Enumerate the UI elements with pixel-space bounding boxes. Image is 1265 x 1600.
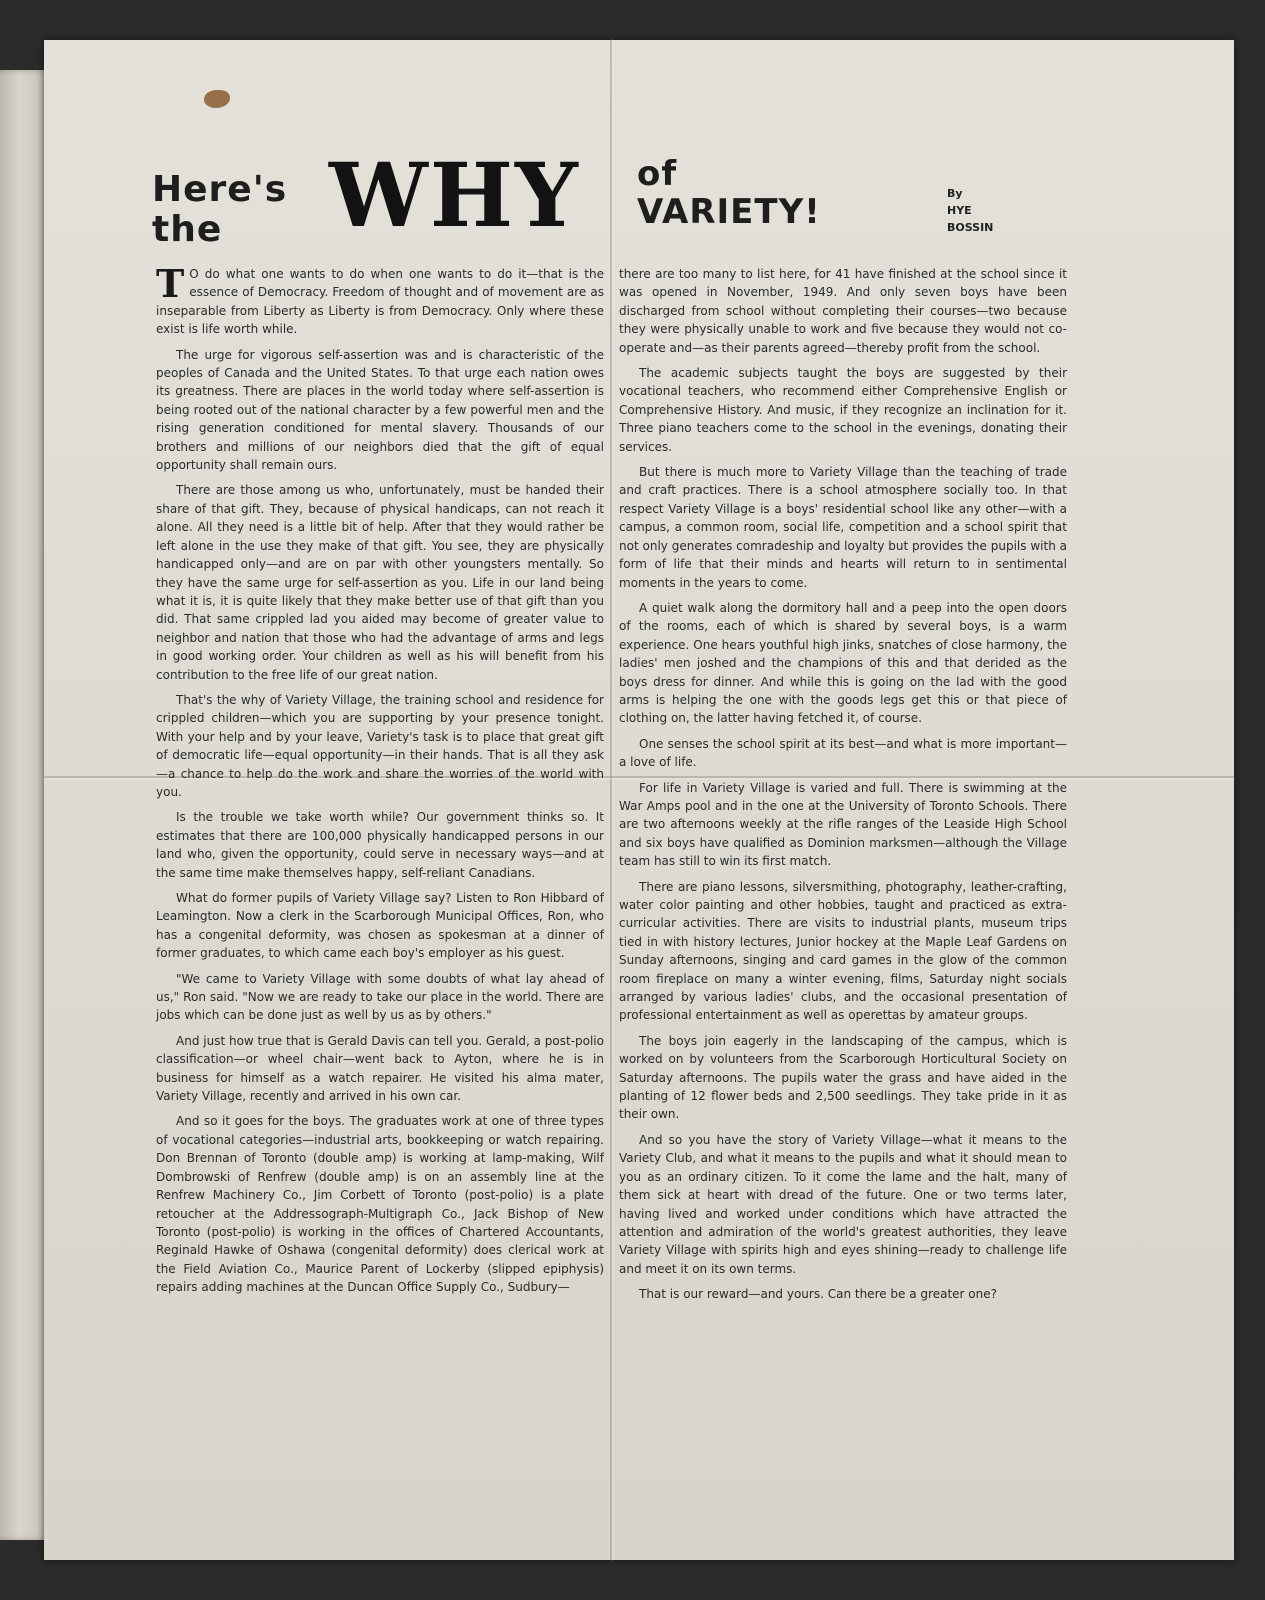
drop-cap: T [156, 261, 185, 306]
headline-of: of [637, 154, 678, 194]
article-paragraph: A quiet walk along the dormitory hall and a peep into the open doors of the rooms, each of which is shared by several boys, is a warm experience. One hears youthful high jinks, snatches of close harmony, the ladies' men joshed and the champions of this and that derided as the boys dress for dinner. And while this is going on the lad with the good arms is helping the one with the goods legs get this or that piece of clothing on, the latter having fetched it, of course. [619, 600, 1067, 726]
byline-name-first: HYE [947, 204, 972, 217]
article-column-left [156, 261, 604, 1304]
article-paragraph: That is our reward—and yours. Can there be a greater one? [639, 1287, 997, 1302]
byline [947, 185, 993, 236]
article-page [44, 40, 1234, 1560]
article-column-right [619, 265, 1067, 1311]
byline-name-last: BOSSIN [947, 221, 994, 234]
article-paragraph: That's the why of Variety Village, the training school and residence for crippled children—which you are supporting by your presence tonight. With your help and by your leave, Variety's task is to place that great gift of democratic life—equal opportunity—in their hands. That is all they ask—a chance to help do the work and share the worries of the world with you. [156, 692, 604, 799]
article-paragraph: And so it goes for the boys. The graduates work at one of three types of vocational categories—industrial arts, bookkeeping or watch repairing. Don Brennan of Toronto (double amp) is working at lamp-making, Wilf Dombrowski of Renfrew (double amp) is on an assembly line at the Renfrew Machinery Co., Jim Corbett of Toronto (post-polio) is a plate retoucher at the Addressograph-Multigraph Co., Jack Bishop of New Toronto (post-polio) is working in the offices of Chartered Accountants, Reginald Hawke of Oshawa (congenital deformity) does clerical work at the Field Aviation Co., Maurice Parent of Lockerby (slipped epiphysis) repairs adding machines at the Duncan Office Supply Co., Sudbury— [156, 1114, 604, 1295]
previous-page-edge [0, 70, 48, 1540]
headline-of-variety [637, 155, 821, 231]
article-paragraph: There are those among us who, unfortunately, must be handed their share of that gift. They, because of physical handicaps, can not reach it alone. All they need is a little bit of help. After that they would rather be left alone in the use they make of that gift. You see, they are physically handicapped only—and are on par with other youngsters mentally. So they have the same urge for self-assertion as you. Life in our land being what it is, it is quite likely that they make better use of that gift than you did. That same crippled lad you aided may become of greater value to neighbor and nation that those who had the advantage of arms and legs in good working order. Your children as well as his will benefit from his contribution to the free life of our great nation. [156, 483, 604, 682]
byline-by: By [947, 187, 963, 200]
article-paragraph: For life in Variety Village is varied and full. There is swimming at the War Amps pool and in the one at the University of Toronto Schools. There are two afternoons weekly at the rifle ranges of the Leaside High School and six boys have qualified as Dominion marksmen—although the Village team has still to win its first match. [619, 780, 1067, 869]
vertical-fold-crease [610, 40, 612, 1560]
article-paragraph: And just how true that is Gerald Davis can tell you. Gerald, a post-polio classification—or wheel chair—went back to Ayton, where he is in business for himself as a watch repairer. He visited his alma mater, Variety Village, recently and arrived in his own car. [156, 1033, 604, 1104]
article-paragraph: The academic subjects taught the boys are suggested by their vocational teachers, who recommend either Comprehensive English or Comprehensive History. And music, if they recognize an inclination for it. Three piano teachers come to the school in the evenings, donating their services. [619, 366, 1067, 454]
article-paragraph: The urge for vigorous self-assertion was and is characteristic of the peoples of Canada and the United States. To that urge each nation owes its greatness. There are places in the world today where self-assertion is being rooted out of the national character by a few powerful men and the rising generation conditioned for mental slavery. Thousands of our brothers and millions of our neighbors died that the gift of equal opportunity shall remain ours. [156, 347, 604, 473]
paper-stain [204, 90, 230, 108]
article-paragraph: And so you have the story of Variety Village—what it means to the Variety Club, and what it means to the pupils and what it should mean to you as an ordinary citizen. To it come the lame and the halt, many of them sick at heart with dread of the future. One or two terms later, having lived and worked under conditions which have attracted the attention and admiration of the world's greatest authorities, they leave Variety Village with spirits high and eyes shining—ready to challenge life and meet it on its own terms. [619, 1132, 1067, 1276]
article-paragraph: The boys join eagerly in the landscaping of the campus, which is worked on by volunteers from the Scarborough Horticultural Society on Saturday afternoons. The pupils water the grass and have aided in the planting of 12 flower beds and 2,500 seedlings. They take pride in it as their own. [619, 1033, 1067, 1122]
headline-heres: Here's [152, 169, 288, 210]
article-paragraph: What do former pupils of Variety Village say? Listen to Ron Hibbard of Leamington. Now a clerk in the Scarborough Municipal Offices, Ron, who has a congenital deformity, was chosen as spokesman at a dinner of former graduates, to which came each boy's employer as his guest. [156, 891, 604, 961]
article-paragraph: "We came to Variety Village with some doubts of what lay ahead of us," Ron said. "Now we are ready to take our place in the world. There are jobs which can be done just as well by us as by others." [156, 971, 604, 1023]
article-paragraph: But there is much more to Variety Village than the teaching of trade and craft practices. There is a school atmosphere socially too. In that respect Variety Village is a boys' residential school like any other—with a campus, a common room, social life, competition and a school spirit that not only generates comradeship and loyalty but provides the pupils with a form of life that their minds and hearts will return to in sentimental moments in the years to come. [619, 465, 1067, 590]
article-paragraph: Is the trouble we take worth while? Our government thinks so. It estimates that there are 100,000 physically handicapped persons in our land who, given the opportunity, could serve in necessary ways—and at the same time make themselves happy, self-reliant Canadians. [156, 810, 604, 880]
article-paragraph: there are too many to list here, for 41 have finished at the school since it was opened in November, 1949. And only seven boys have been discharged from school without completing their courses—two because they were physically unable to work and five because they would not co-operate and—as their parents agreed—thereby profit from the school. [619, 267, 1067, 355]
headline-why: WHY [329, 143, 580, 247]
article-paragraph [156, 261, 604, 339]
article-paragraph: There are piano lessons, silversmithing, photography, leather-crafting, water color painting and other hobbies, taught and practiced as extra-curricular activities. There are visits to industrial plants, museum trips tied in with history lectures, Junior hockey at the Maple Leaf Gardens on Sunday afternoons, singing and card games in the glow of the common room fireplace on many a winter evening, films, Saturday night socials arranged by various ladies' clubs, and the occasional presentation of professional entertainment as well as operettas by amateur groups. [619, 879, 1067, 1023]
headline-the: the [152, 209, 223, 250]
headline-variety: VARIETY! [637, 192, 821, 232]
article-paragraph: One senses the school spirit at its best—and what is more important—a love of life. [619, 736, 1067, 770]
headline-heres-the [152, 170, 287, 250]
paragraph-text: O do what one wants to do when one wants to do it—that is the essence of Democracy. Freedom of thought and of movement are as inseparable from Liberty as Liberty is from Democracy. Only where these exist is life worth while. [156, 267, 604, 337]
